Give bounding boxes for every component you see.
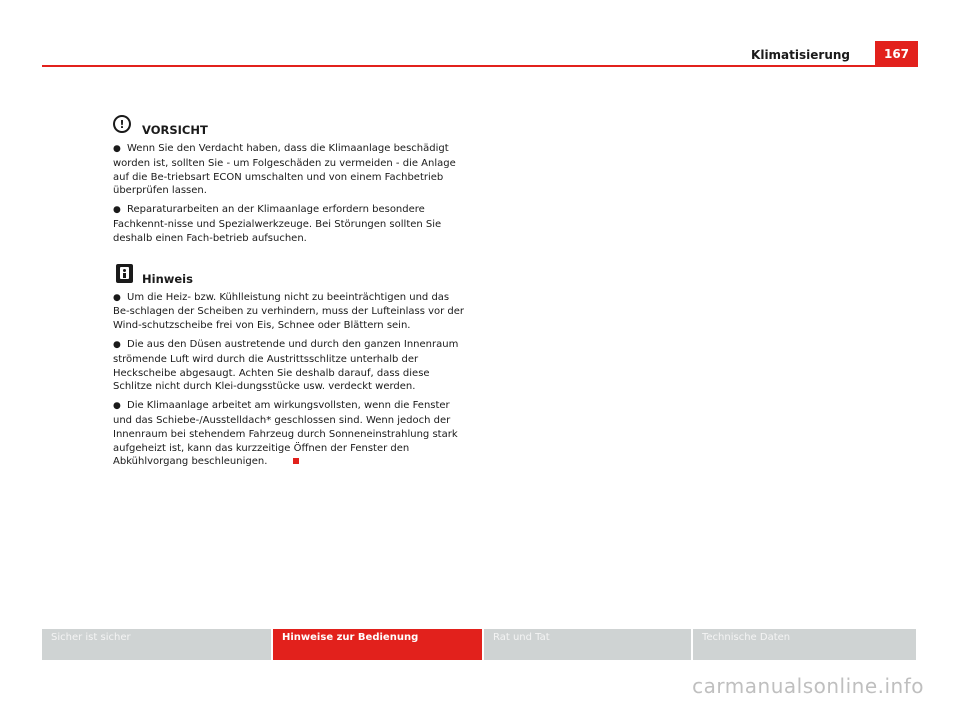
footer-navigation [42,629,918,660]
page-content [113,115,468,474]
bullet: ● [113,339,121,350]
warning-item-text: Wenn Sie den Verdacht haben, dass die Klimaanlage beschädigt worden ist, sollten Sie - um Folgeschäden zu vermeiden - die Anlage auf die Be-triebsart ECON umschalten und von einem Fachbetrieb überprüfen lassen. [113,143,456,197]
bullet: ● [113,205,121,216]
page-number: 167 [875,41,918,67]
note-item [113,338,468,394]
note-heading [113,264,468,288]
note-item [113,291,468,333]
note-item-text: Um die Heiz- bzw. Kühlleistung nicht zu beeinträchtigen und das Be-schlagen der Scheiben zu verhindern, muss der Lufteinlass vor der Wind-schutzscheibe frei von Eis, Schnee oder Blättern sein. [113,291,465,332]
warning-heading [113,115,468,139]
warning-title: VORSICHT [142,123,208,137]
tab-rat-und-tat[interactable]: Rat und Tat [484,629,691,660]
note-item-text: Die aus den Düsen austretende und durch den ganzen Innenraum strömende Luft wird durch die Austrittsschlitze unterhalb der Heckscheibe abgesaugt. Achten Sie deshalb darauf, dass diese Schlitze nicht durch Klei-dungsstücke usw. verdeckt werden. [113,338,459,393]
warning-item [113,203,468,245]
bullet: ● [113,401,121,412]
warning-item-text: Reparaturarbeiten an der Klimaanlage erfordern besondere Fachkennt-nisse und Spezialwerkzeuge. Bei Störungen sollten Sie deshalb einen Fach-betrieb aufsuchen. [113,204,442,244]
bullet: ● [113,292,121,303]
bullet: ● [113,144,121,154]
info-document-icon [116,264,133,283]
header-rule [42,65,918,67]
warning-item [113,142,468,198]
exclamation-circle-icon: ! [113,115,131,133]
tab-technische-daten[interactable]: Technische Daten [693,629,916,660]
tab-sicher-ist-sicher[interactable]: Sicher ist sicher [42,629,271,660]
watermark: carmanualsonline.info [692,674,924,698]
note-title: Hinweis [142,271,193,286]
section-title: Klimatisierung [751,48,850,62]
tab-hinweise-zur-bedienung[interactable]: Hinweise zur Bedienung [273,629,482,660]
section-end-marker [293,458,299,464]
note-item-text: Die Klimaanlage arbeitet am wirkungsvollsten, wenn die Fenster und das Schiebe-/Ausstelldach* geschlossen sind. Wenn jedoch der Innenraum bei stehendem Fahrzeug durch Sonneneinstrahlung stark aufgeheizt ist, kann das kurzzeitige Öffnen der Fenster den Abkühlvorgang beschleunigen. [113,400,458,468]
note-item [113,399,468,469]
